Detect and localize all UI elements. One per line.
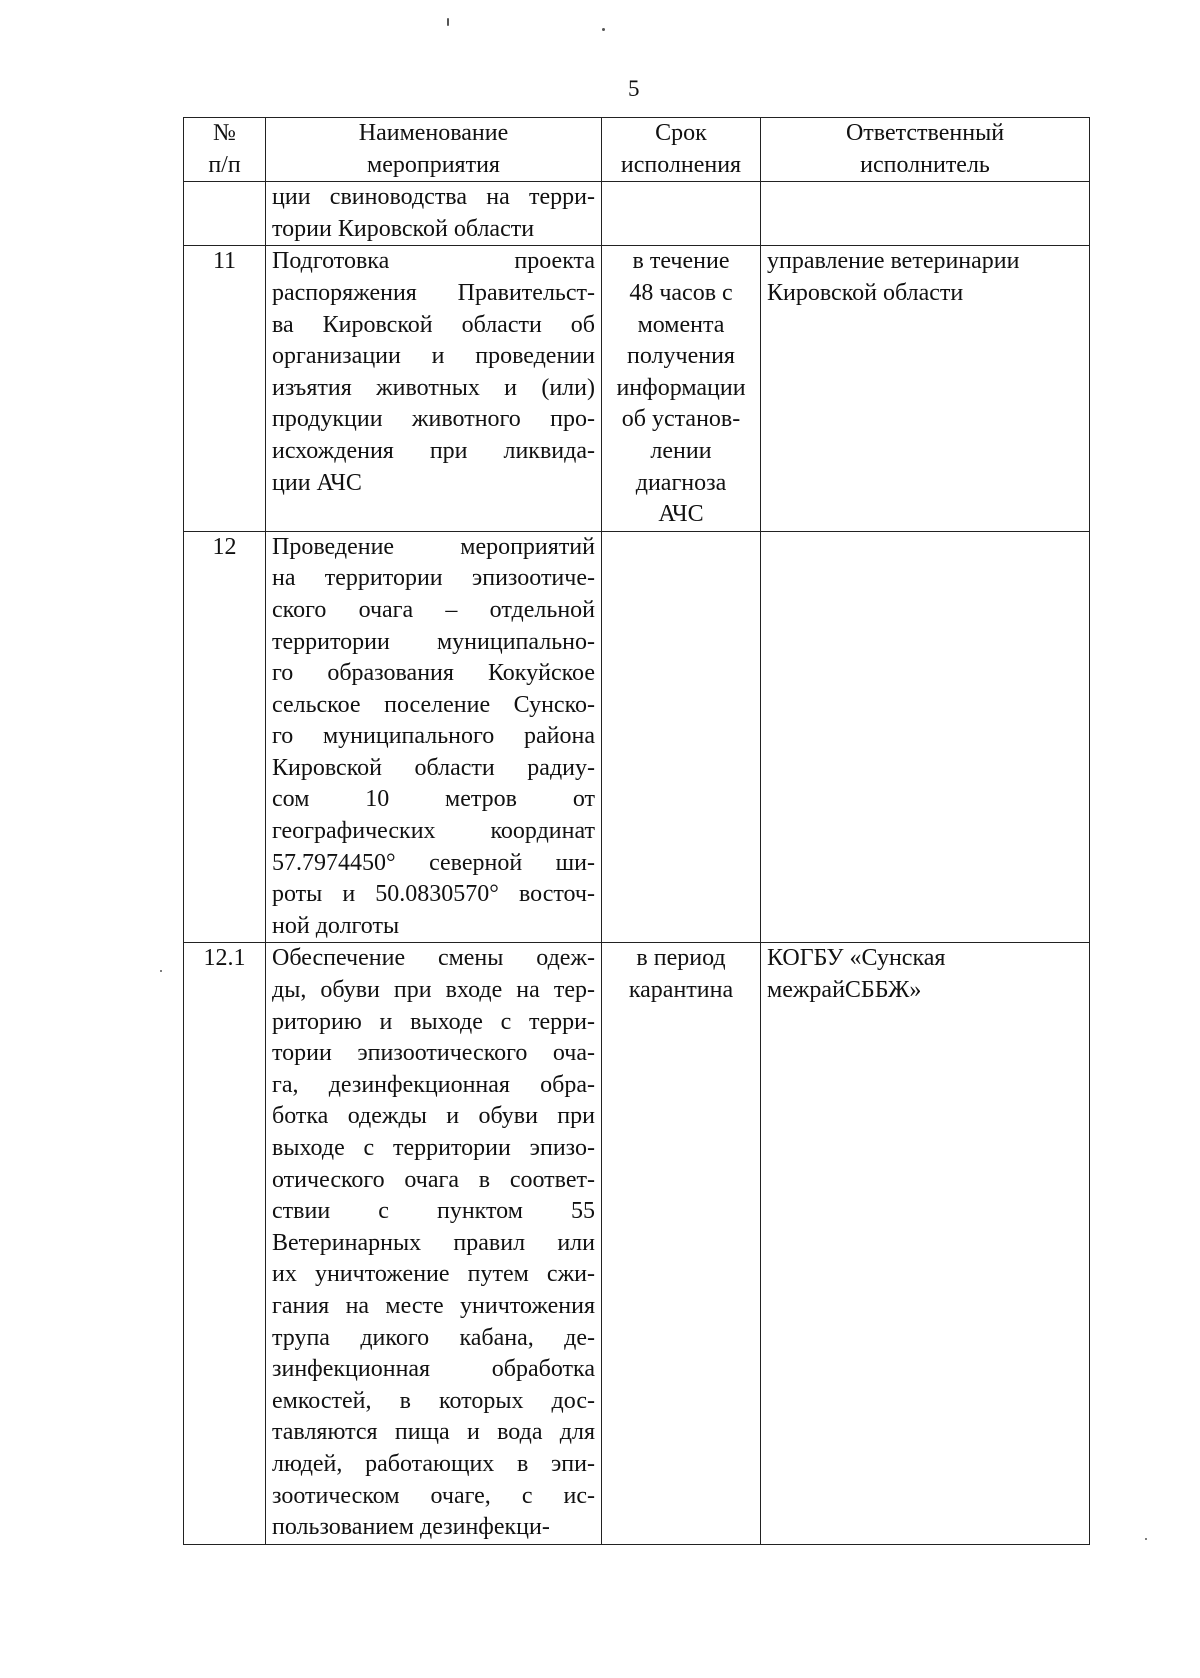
measures-table [183,117,1090,1545]
scan-speck [447,18,449,26]
header-resp: Ответственный исполнитель [761,118,1090,182]
deadline [602,182,761,246]
responsible [761,531,1090,943]
deadline: в течение 48 часов с момента получения информации об установ- лении диагноза АЧС [602,246,761,531]
table-header-row [184,118,1090,182]
measure-name: ции свиноводства на терри- тории Кировской области [266,182,602,246]
header-term: Срок исполнения [602,118,761,182]
header-num: № п/п [184,118,266,182]
responsible [761,182,1090,246]
page-number: 5 [628,76,640,101]
table-body [184,182,1090,1545]
header-name: Наименование мероприятия [266,118,602,182]
table-row [184,246,1090,531]
scan-speck [602,28,605,31]
row-number [184,182,266,246]
measure-name: Подготовка проекта распоряжения Правительст- ва Кировской области об организации и проведении изъятия животных и (или) продукции животного про- исхождения при ликвида- ции АЧС [266,246,602,531]
table-row [184,531,1090,943]
row-number: 12 [184,531,266,943]
measure-name: Проведение мероприятий на территории эпизоотиче- ского очага – отдельной территории муниципально- го образования Кокуйское сельское поселение Сунско- го муниципального района Кировской области радиу- сом 10 метров от географических координат 57.7974450° северной ши- роты и 50.0830570° восточ- ной долготы [266,531,602,943]
deadline [602,531,761,943]
deadline: в период карантина [602,943,761,1544]
scan-speck [1145,1538,1147,1540]
table-row [184,943,1090,1544]
responsible: КОГБУ «Сунская межрайСББЖ» [761,943,1090,1544]
measure-name: Обеспечение смены одеж- ды, обуви при входе на тер- риторию и выходе с терри- тории эпизоотического оча- га, дезинфекционная обра- ботка одежды и обуви при выходе с территории эпизо- отического очага в соответ- ствии с пунктом 55 Ветеринарных правил или их уничтожение путем сжи- гания на месте уничтожения трупа дикого кабана, де- зинфекционная обработка емкостей, в которых дос- тавляются пища и вода для людей, работающих в эпи- зоотическом очаге, с ис- пользованием дезинфекци- [266,943,602,1544]
table-row [184,182,1090,246]
responsible: управление ветеринарии Кировской области [761,246,1090,531]
row-number: 12.1 [184,943,266,1544]
row-number: 11 [184,246,266,531]
scan-speck [160,970,162,972]
